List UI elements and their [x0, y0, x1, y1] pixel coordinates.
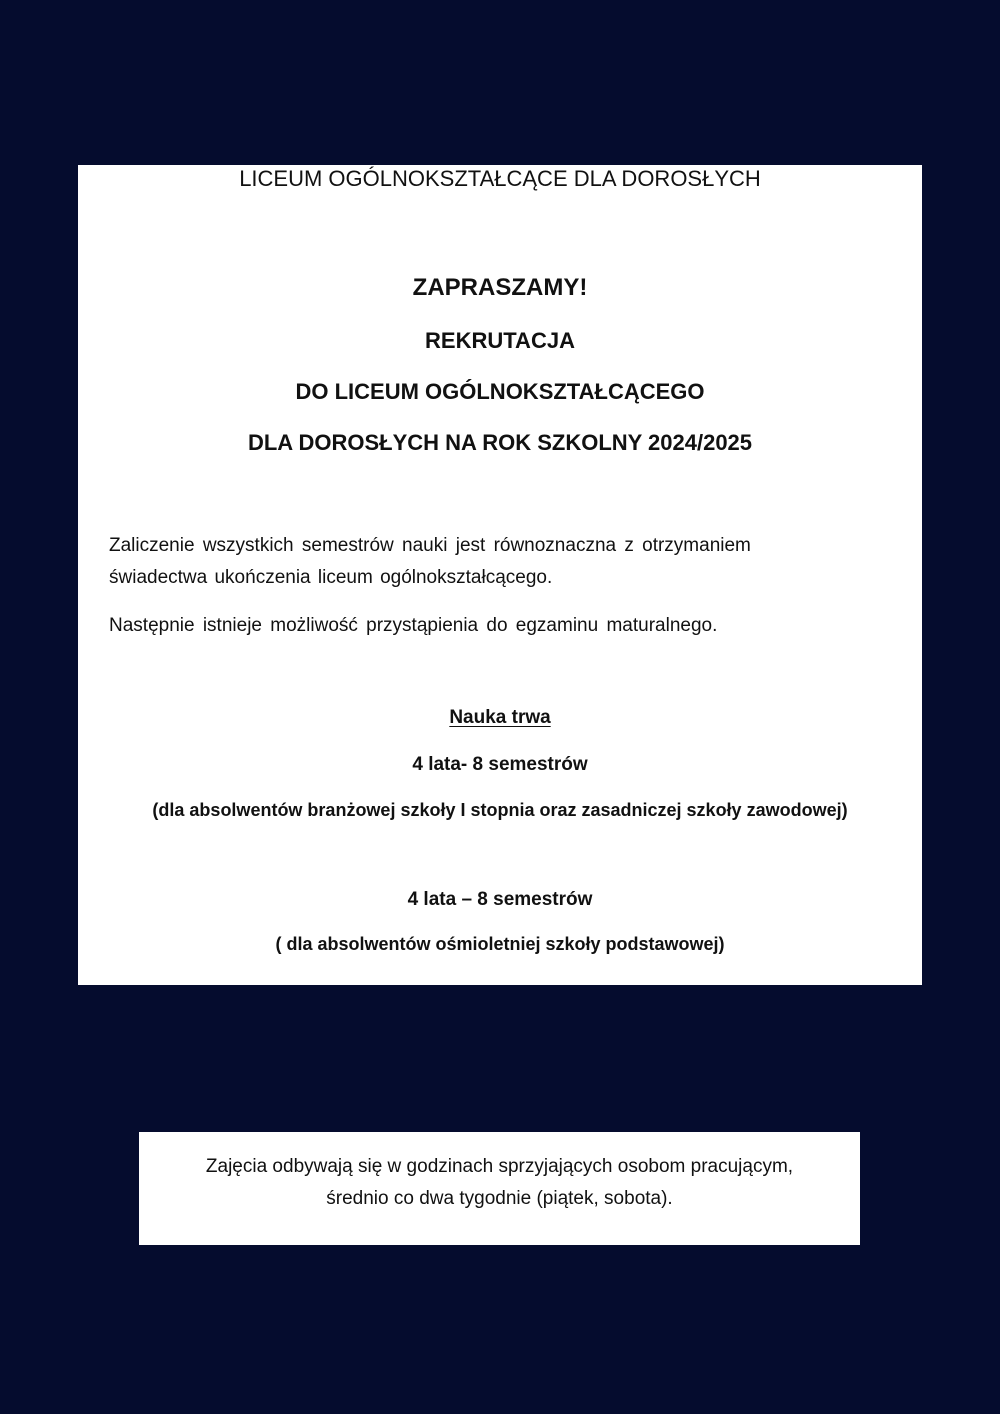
duration-option-1-note: (dla absolwentów branżowej szkoły I stopnia oraz zasadniczej szkoły zawodowej) — [152, 800, 848, 820]
duration-option-2-note: ( dla absolwentów ośmioletniej szkoły podstawowej) — [275, 934, 725, 954]
paragraph-completion-line-2: świadectwa ukończenia liceum ogólnokształcącego. — [109, 567, 553, 588]
subheading-recruitment: REKRUTACJA — [425, 328, 575, 353]
paragraph-exam: Następnie istnieje możliwość przystąpienia do egzaminu maturalnego. — [109, 615, 718, 636]
subheading-school-year: DLA DOROSŁYCH NA ROK SZKOLNY 2024/2025 — [247, 430, 753, 455]
schedule-info-line-1: Zajęcia odbywają się w godzinach sprzyjających osobom pracującym, — [205, 1156, 794, 1177]
duration-heading: Nauka trwa — [449, 707, 551, 728]
schedule-info-line-2: średnio co dwa tygodnie (piątek, sobota). — [326, 1188, 673, 1209]
subheading-school: DO LICEUM OGÓLNOKSZTAŁCĄCEGO — [295, 379, 705, 404]
school-name: LICEUM OGÓLNOKSZTAŁCĄCE DLA DOROSŁYCH — [239, 166, 761, 191]
duration-option-2: 4 lata – 8 semestrów — [407, 889, 593, 910]
main-content-panel — [78, 165, 922, 985]
duration-option-1: 4 lata- 8 semestrów — [412, 754, 588, 775]
paragraph-completion-line-1: Zaliczenie wszystkich semestrów nauki jest równoznaczna z otrzymaniem — [109, 535, 751, 556]
schedule-info-panel — [139, 1132, 860, 1245]
headline: ZAPRASZAMY! — [412, 274, 588, 301]
